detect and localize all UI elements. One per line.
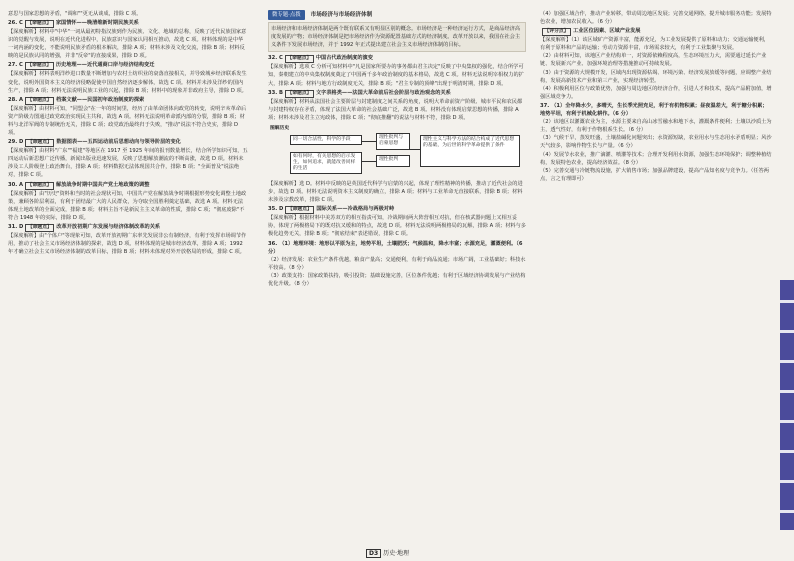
question-tag: 【命题点】: [25, 97, 54, 105]
diagram-arrow: [410, 149, 420, 150]
answer-paragraph: 【深度解析】由"历史"资料和当时的社会现状可知，中国共产党在解放战争时期根据形势变化调整土地政策，兼顾各阶层利益，有利于团结最广大的人民群众，为夺取全国胜利奠定基础，故选 A 项。材料无法体现土地改革的全面完成，排除 B 项；材料主旨不是新民主主义革命的性质，排除 C 项；"彻底废除"不符合 1948 年的实际，排除 D 项。: [8, 190, 247, 221]
answer-paragraph: （2）经济发展：农业生产条件优越，粮食产量高；交通便利，有利于商品流通；市场广阔，工业基础好；科技水平较高。（8 分）: [268, 256, 526, 271]
column-left: [8, 10, 248, 256]
answer-paragraph: （4）加强区域合作，推动产业转移，带动周边地区发展；完善交通网络，提升城市服务功能；发展特色农业，增加农民收入。（6 分）: [540, 11, 772, 26]
answer-paragraph: 【深度解析】材料表明洋纱进口数量不断增加与农村土纺织业的衰落直接相关，并导致城乡经济联系发生变化，说明外国资本主义的经济侵略促使中国自然经济逐步解体，故选 C 项。材料并未涉及洋纱的国内生产，排除 A 项；材料无法说明民族工业的兴起，排除 B 项；材料中的现象并非政府主导，排除 D 项。: [8, 71, 247, 94]
edge-stripe: [780, 510, 794, 513]
edge-stripe: [780, 300, 794, 303]
edge-stripe: [780, 360, 794, 363]
question-topic: 中国古代政治制度的演变: [315, 55, 373, 62]
section-title: 市场经济与市场经济体制: [310, 12, 373, 18]
diagram-box-mid-bottom: 理性批判: [376, 155, 410, 167]
question-number: 27. C: [8, 62, 23, 69]
question-number: 29. D: [8, 139, 24, 146]
answer-paragraph: 【深度解析】（1）该区域矿产资源丰富，能源充足，为工业发展提供了原料和动力；交通运输便利，有利于原料和产品的运输；劳动力资源丰富，市场需求较大，有利于工业集聚与发展。: [540, 37, 769, 52]
question-tag: 【命题点】: [25, 20, 54, 28]
answer-paragraph: 【深度解析】材料中"中华"一词从最初特指汉族到作为民族、文化、地域的总称，反映了近代民族国家意识的觉醒与发展，说明在近代化进程中，民族意识与国家认同相互推动，故选 C 项。材料体现的是中华一词内涵的变化，不能说明民族矛盾的根本解决，排除 A 项；材料未涉及文化交流，排除 B 项；材料反映的是民族认同的增强，并非"反帝"的直接成果，排除 D 项。: [8, 29, 247, 60]
question-topic: （1）全年降水少，多晴天，生长季光照充足，利于有机物积累；昼夜温差大，利于糖分积累；地势平坦，有利于机械化耕作。（6 分）: [540, 102, 768, 118]
question-topic: 家国情怀——晚清维新时期民族关系: [55, 20, 139, 27]
question-topic: 改革开放初期广东发展与经济体制改革的关系: [56, 223, 161, 230]
question-heading: [268, 205, 526, 214]
question-topic: 国际关系——冷战格局与两极对峙: [316, 206, 395, 213]
question-number: 35. D: [268, 206, 284, 213]
column-middle: [268, 10, 526, 288]
flow-diagram: [268, 125, 526, 177]
question-number: 31. D: [8, 223, 24, 230]
question-tag: 【命题点】: [25, 139, 54, 147]
question-topic: 历史地理——近代通商口岸与经济结构变迁: [55, 62, 155, 69]
question-topic: 档案文献——民国初年政治制度的探索: [56, 96, 145, 103]
answer-paragraph: （5）完善交通与冷链物流设施，扩大销售市场；加强品牌建设，提高产品知名度与竞争力。（任答两点，言之有理即可）: [540, 167, 769, 182]
diagram-box-left-top: 同一切合法性，科学的手段: [290, 135, 362, 145]
page-number: [366, 548, 409, 557]
diagram-arrow: [362, 161, 376, 162]
answer-paragraph: （4）发展节水农业，推广滴灌、喷灌等技术；合理开发利用水资源，加强生态环境保护；调整种植结构，发展特色农业，提高经济效益。（8 分）: [540, 151, 772, 166]
question-heading: [540, 27, 772, 36]
question-tag: 【命题点】: [25, 62, 54, 70]
question-topic: （1）地理环境：地形以平原为主，地势平坦，土壤肥沃；气候温和，降水丰富；水源充足，灌溉便利。（6 分）: [268, 240, 523, 255]
edge-stripe: [780, 330, 794, 333]
question-heading: [8, 223, 248, 232]
middle-items-2: [268, 180, 526, 288]
answer-paragraph: 【深度解析】根据材料中美苏双方的相互指责可知，冷战期间两大阵营相互对抗，但在核武器问题上又相互妥协，体现了两极格局下的既对抗又缓和的特点，故选 D 项。材料无法说明两极格局的瓦解，排除 A 项；材料与多极化趋势无关，排除 B 项；"彻底结束"表述错误，排除 C 项。: [268, 215, 526, 238]
edge-stripe: [780, 390, 794, 393]
answer-paragraph: （3）气候干旱，蒸发旺盛，土壤盐碱化问题突出；水资源短缺，农业用水与生态用水矛盾明显；风沙天气较多，影响作物生长与产量。（6 分）: [540, 135, 772, 150]
diagram-box-mid-top: 理性批判与启蒙思想: [376, 133, 410, 150]
question-heading: [268, 240, 526, 256]
question-tag: 【命题点】: [25, 224, 54, 232]
answer-paragraph: 意思与国家思想的矛盾，"调和""更无从谈成，排除 C 项。: [8, 11, 142, 17]
question-heading: [268, 89, 526, 98]
column-right: [540, 10, 772, 183]
question-heading: [8, 96, 248, 105]
question-tag: 【命题点】: [285, 206, 314, 214]
question-heading: [8, 19, 248, 28]
question-number: 28. A: [8, 96, 24, 103]
answer-paragraph: 【深度解析】选项 C 分析可知材料中"凡是国家所要办的事务都由君主决定"反映了中央集权的强化，结合所学可知，秦朝建立的中央集权制度奠定了中国两千多年政治制度的基本格局，故选 C 项。材料无法说明宰相权力的扩大，排除 A 项；材料与地方行政制度无关，排除 B 项；"君主专制的顶峰"出现于明清时期，排除 D 项。: [268, 64, 524, 87]
question-number: 30. A: [8, 181, 24, 188]
question-heading: [8, 181, 248, 190]
question-topic: 解放战争时期中国共产党土地政策的调整: [56, 181, 150, 188]
answer-paragraph: （3）由于资源的大规模开发，区域内出现资源枯竭、环境污染、经济发展放缓等问题，应调整产业结构，发展高新技术产业和第三产业，实现经济转型。: [540, 69, 772, 84]
section-intro: 市场经济和市场经济体制是两个既有联系又有明显区别的概念。市场经济是一种经济运行方式，是商品经济高度发展的产物；市场经济体制是把市场经济作为资源配置基础方式的经济制度。改革开放以来，我国在社会主义条件下发展市场经济，并于 1992 年正式提出建立社会主义市场经济体制的目标。: [268, 22, 526, 52]
answer-paragraph: 【深度解析】选 D。材料中反映的是英国近代科学与启蒙的兴起，体现了理性精神的传播，推动了近代社会的进步，故选 D 项。材料无法说明资本主义制度的确立，排除 A 项；材料与工业革命无直接联系，排除 B 项；材料未涉及宗教改革，排除 C 项。: [268, 180, 523, 204]
page-label: D3: [366, 549, 381, 558]
page-sub-label: 历史·地理: [383, 550, 409, 557]
question-topic: 工业区位因素、区域产业发展: [573, 28, 641, 35]
answer-paragraph: 【深度解析】材料从法国社会主要阶层与封建制度之间关系的角度，说明大革命前资产阶级、城市平民和农民都与封建特权存在矛盾，体现了法国大革命的社会基础广泛，故选 B 项。材料没有体现启蒙思想的传播，排除 A 项；材料未涉及君主立宪政体，排除 C 项；"彻底推翻"的说法与材料不符，排除 D 项。: [268, 98, 523, 121]
diagram-box-left-bottom: 如有何时，有关思想的启示发生，如何追求，就能改善同样的生活: [290, 152, 362, 174]
answer-paragraph: 【深度解析】由材料"广东""福建"等地区在 1917 至 1925 年间的报刊数量增长，结合所学知识可知，五四运动后新思想广泛传播，新闻出版业迅速发展，反映了思想解放潮流的不断高涨，故选 D 项。材料未涉及工人阶级登上政治舞台，排除 A 项；材料数据无法体现国共合作，排除 B 项；"全面普及"说法绝对，排除 C 项。: [8, 148, 248, 179]
question-number: 37.: [540, 102, 550, 109]
question-topic: 文字表格类——法国大革命前后社会阶层与政治观念的关系: [315, 89, 451, 96]
edge-stripe: [780, 450, 794, 453]
answer-paragraph: （3）政策支持：国家政策扶持，吸引投资；基础设施完善，区位条件优越；有利于区域经济协调发展与产业结构优化升级。（8 分）: [268, 272, 526, 287]
diagram-box-right: 理性主义与科学方法的结合构成了近代思想的基础，为后世的科学革命提供了条件: [420, 135, 520, 167]
page-edge-tab: [780, 280, 794, 530]
answer-paragraph: （2）由材料可知，该地区产业结构单一，对资源依赖程度高，生态环境压力大，需要通过延长产业链、发展新兴产业、加强环境治理等措施推动可持续发展。: [540, 53, 767, 68]
question-tag: 【评分点】: [542, 28, 571, 36]
question-heading: [268, 54, 526, 63]
answer-paragraph: 【深度解析】由"个体户"等现象可知，改革开放初期广东率先发展非公有制经济，有利于发挥市场调节作用，推动了社会主义市场经济体制的探索，故选 D 项。材料体现的是城市经济改革，排除 A 项；1992 年才确立社会主义市场经济体制的改革目标，排除 B 项；材料未体现对外开放格局的形成，排除 C 项。: [8, 232, 247, 256]
question-heading: [8, 61, 248, 70]
diagram-title: 图解历史: [270, 125, 290, 131]
edge-stripe: [780, 420, 794, 423]
middle-items: [268, 54, 526, 122]
question-number: 33. B: [268, 89, 283, 96]
question-number: 36.: [268, 240, 278, 247]
answer-paragraph: 【深度解析】由材料可知，"同盟会"在一年的时间里，经历了由革命团体向政党的转变，说明辛亥革命后资产阶级力图通过政党政治实现民主共和，故选 A 项。材料无法说明革命派内部的分裂，排除 B 项；材料与北洋军阀的专制统治无关，排除 C 项；政党政治最终归于失败，"推动"说法不符合史实，排除 D 项。: [8, 105, 247, 137]
section-header: [268, 10, 526, 20]
edge-stripe: [780, 480, 794, 483]
diagram-arrow: [362, 141, 376, 142]
answer-paragraph: （2）该地区以灌溉农业为主，水源主要来自高山冰雪融水和地下水，灌溉条件便利；土壤以沙质土为主，透气性好，有利于作物根系生长。（6 分）: [540, 119, 772, 134]
answer-paragraph: （4）积极利用区位与政策优势，加强与周边地区的经济合作，引进人才和技术，提高产品附加值，增强区域竞争力。: [540, 85, 772, 100]
question-topic: 数据图表——五四运动前后思想动向与领导阶层的变化: [56, 139, 181, 146]
question-number: 26. C: [8, 20, 23, 27]
question-tag: 【命题点】: [285, 55, 314, 63]
question-tag: 【命题点】: [285, 90, 314, 98]
question-heading: [8, 138, 248, 147]
question-heading: [540, 102, 772, 118]
question-tag: 【命题点】: [25, 182, 54, 190]
question-number: 32. C: [268, 55, 283, 62]
section-badge: 微专题·点拨: [268, 10, 305, 20]
